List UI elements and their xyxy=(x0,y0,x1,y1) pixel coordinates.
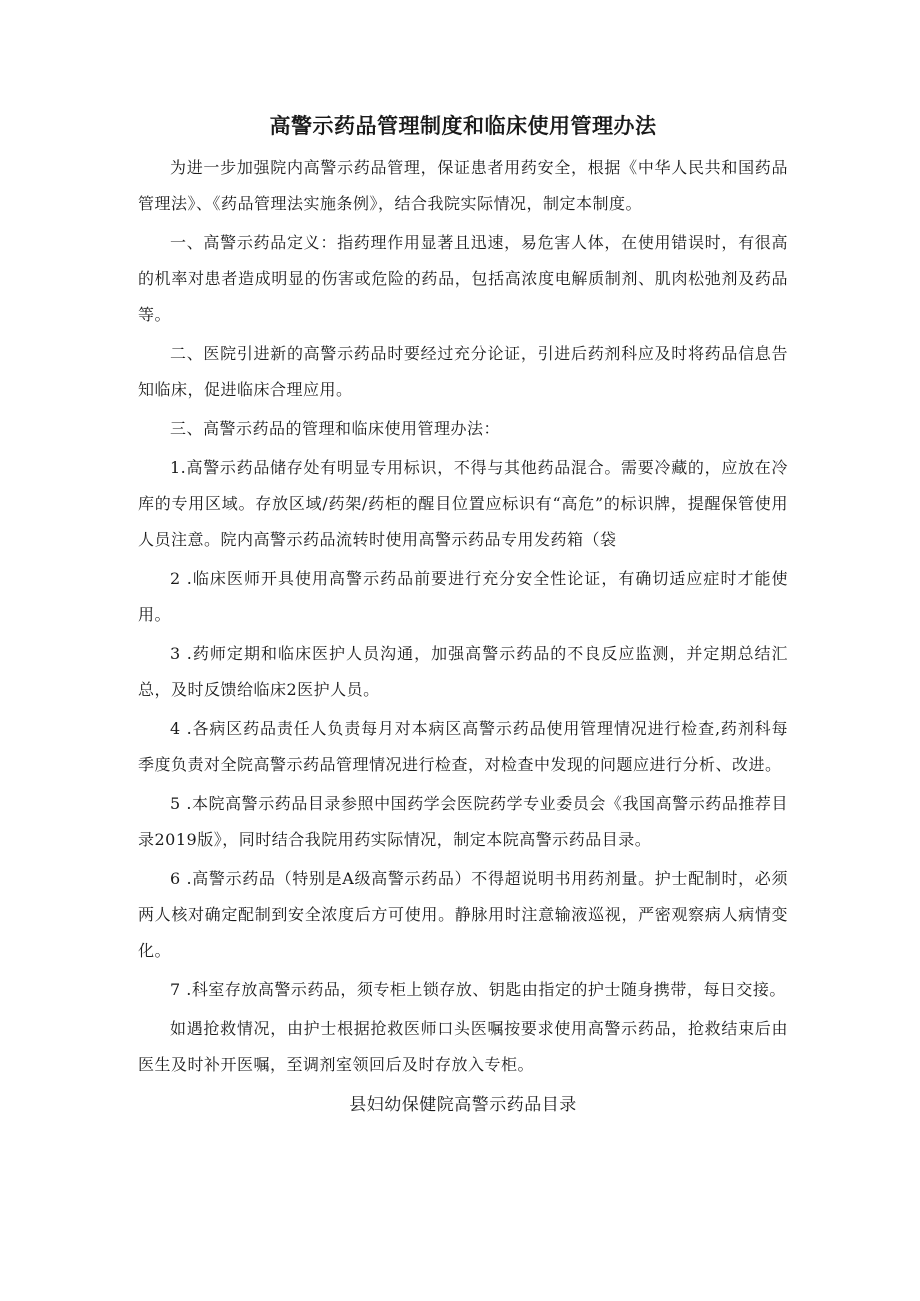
emergency-paragraph: 如遇抢救情况，由护士根据抢救医师口头医嘱按要求使用高警示药品，抢救结束后由医生及时补开医嘱，至调剂室领回后及时存放入专柜。 xyxy=(138,1019,788,1074)
definition-paragraph: 一、高警示药品定义：指药理作用显著且迅速，易危害人体，在使用错误时，有很高的机率对患者造成明显的伤害或危险的药品，包括高浓度电解质制剂、肌肉松弛剂及药品等。 xyxy=(138,233,788,324)
rule-5-paragraph: 5 .本院高警示药品目录参照中国药学会医院药学专业委员会《我国高警示药品推荐目录2019版》，同时结合我院用药实际情况，制定本院高警示药品目录。 xyxy=(138,794,788,849)
intro-paragraph: 为进一步加强院内高警示药品管理，保证患者用药安全，根据《中华人民共和国药品管理法》、《药品管理法实施条例》，结合我院实际情况，制定本制度。 xyxy=(138,158,788,213)
section-heading-paragraph: 三、高警示药品的管理和临床使用管理办法： xyxy=(170,419,501,438)
rule-6-paragraph: 6 .高警示药品（特别是A级高警示药品）不得超说明书用药剂量。护士配制时，必须两人核对确定配制到安全浓度后方可使用。静脉用时注意输液巡视，严密观察病人病情变化。 xyxy=(138,869,788,960)
catalog-subtitle: 县妇幼保健院高警示药品目录 xyxy=(349,1095,577,1115)
rule-3-paragraph: 3 .药师定期和临床医护人员沟通，加强高警示药品的不良反应监测，并定期总结汇总，及时反馈给临床2医护人员。 xyxy=(138,644,788,699)
document-page xyxy=(138,108,788,1123)
introduction-paragraph: 二、医院引进新的高警示药品时要经过充分论证，引进后药剂科应及时将药品信息告知临床，促进临床合理应用。 xyxy=(138,344,788,399)
rule-4-paragraph: 4 .各病区药品责任人负责每月对本病区高警示药品使用管理情况进行检查,药剂科每季度负责对全院高警示药品管理情况进行检查，对检查中发现的问题应进行分析、改进。 xyxy=(138,719,788,774)
rule-7-paragraph: 7 .科室存放高警示药品，须专柜上锁存放、钥匙由指定的护士随身携带，每日交接。 xyxy=(170,980,786,999)
document-title: 高警示药品管理制度和临床使用管理办法 xyxy=(269,114,657,138)
rule-2-paragraph: 2 .临床医师开具使用高警示药品前要进行充分安全性论证，有确切适应症时才能使用。 xyxy=(138,569,788,624)
rule-1-paragraph: 1.高警示药品储存处有明显专用标识，不得与其他药品混合。需要冷藏的，应放在冷库的专用区域。存放区域/药架/药柜的醒目位置应标识有“高危”的标识牌，提醒保管使用人员注意。院内高警示药品流转时使用高警示药品专用发药箱（袋 xyxy=(138,458,788,549)
